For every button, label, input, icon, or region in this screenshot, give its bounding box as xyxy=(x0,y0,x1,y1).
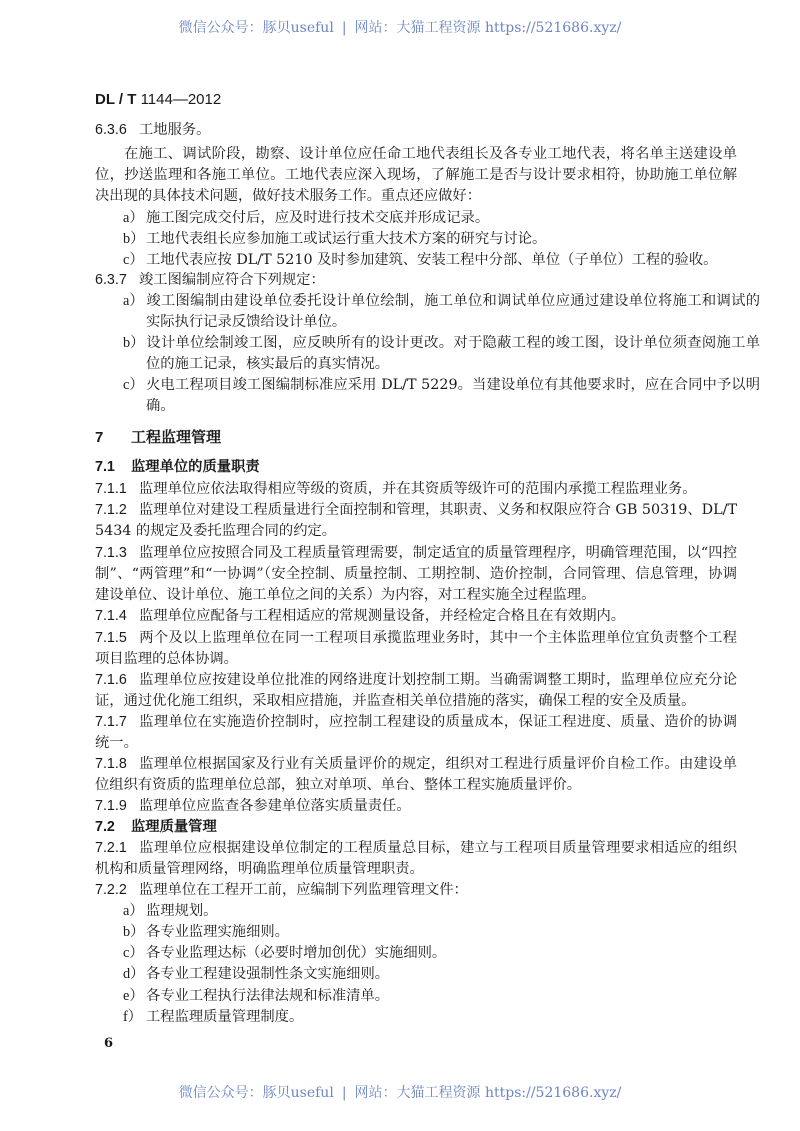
list-item xyxy=(123,250,760,271)
clause-text: 施工图完成交付后，应及时进行技术交底并形成记录。 xyxy=(146,210,490,226)
list-item-label: d） xyxy=(123,966,145,982)
watermark-bottom xyxy=(0,1082,800,1102)
list-item-label: a） xyxy=(123,903,144,919)
clause-text: 监理单位应配备与工程相适应的常规测量设备，并经检定合格且在有效期内。 xyxy=(139,608,626,624)
standard-number: 1144—2012 xyxy=(140,91,222,108)
list-item-label: a） xyxy=(123,210,144,226)
list-item xyxy=(123,1007,760,1028)
list-item xyxy=(123,333,760,375)
list-item-label: c） xyxy=(123,252,144,268)
list-item xyxy=(123,964,760,985)
clause-number: 7.1.3 xyxy=(95,545,127,561)
clause-text: 火电工程项目竣工图编制标准应采用 DL/T 5229。当建设单位有其他要求时，应在合同中予以明确。 xyxy=(146,377,760,415)
paragraph xyxy=(95,144,737,208)
clause xyxy=(95,606,737,627)
clause-text: 监理单位应按照合同及工程质量管理需要，制定适宜的质量管理程序，明确管理范围，以“四控制”、“两管理”和“一协调”（安全控制、质量控制、工期控制、造价控制，合同管理、信息管理，协调建设单位、设计单位、施工单位之间的关系）为内容，对工程实施全过程监理。 xyxy=(95,545,737,604)
clause-number: 7.1.9 xyxy=(95,798,127,814)
list-item-label: c） xyxy=(123,377,144,393)
clause-text: 监理单位在实施造价控制时，应控制工程建设的质量成本，保证工程进度、质量、造价的协调统一。 xyxy=(95,714,737,752)
list-item-label: a） xyxy=(123,293,144,309)
clause xyxy=(95,817,737,838)
clause-number: 7.1 xyxy=(95,459,115,475)
list-item xyxy=(123,291,760,333)
clause xyxy=(95,120,737,141)
list-item xyxy=(123,375,760,417)
list-item-label: b） xyxy=(123,924,145,940)
clause xyxy=(95,500,737,542)
clause xyxy=(95,838,737,880)
clause-text: 工地服务。 xyxy=(139,122,211,138)
list-item-label: e） xyxy=(123,988,144,1004)
standard-prefix: DL / T xyxy=(95,91,137,108)
list-item xyxy=(123,943,760,964)
clause-text: 监理单位应按建设单位批准的网络进度计划控制工期。当确需调整工期时，监理单位应充分论证，通过优化施工组织，采取相应措施，并监查相关单位措施的落实，确保工程的安全及质量。 xyxy=(95,672,737,710)
clause-number: 6.3.6 xyxy=(95,122,127,138)
clause-text: 监理质量管理 xyxy=(131,819,217,835)
watermark-separator: | xyxy=(341,20,347,36)
watermark-site: 网站：大猫工程资源 https://521686.xyz/ xyxy=(354,1085,622,1101)
clause-text: 监理单位应依法取得相应等级的资质，并在其资质等级许可的范围内承揽工程监理业务。 xyxy=(139,481,697,497)
clause-number: 7.1.7 xyxy=(95,714,127,730)
watermark-separator: | xyxy=(341,1085,347,1101)
clause xyxy=(95,543,737,607)
clause xyxy=(95,796,737,817)
clause-text: 监理规划。 xyxy=(146,903,218,919)
clause-text: 各专业工程执行法律法规和标准清单。 xyxy=(146,988,390,1004)
clause-number: 7.1.2 xyxy=(95,502,127,518)
clause-text: 监理单位应监查各参建单位落实质量责任。 xyxy=(139,798,411,814)
clause-number: 7.2.2 xyxy=(95,882,127,898)
page-number: 6 xyxy=(104,1036,114,1051)
document-code xyxy=(95,91,221,108)
clause-text: 设计单位绘制竣工图，应反映所有的设计更改。对于隐蔽工程的竣工图，设计单位须查阅施工单位的施工记录，核实最后的真实情况。 xyxy=(146,335,760,373)
clause-text: 各专业监理达标（必要时增加创优）实施细则。 xyxy=(146,945,447,961)
clause xyxy=(95,712,737,754)
clause-text: 工地代表组长应参加施工或试运行重大技术方案的研究与讨论。 xyxy=(146,231,547,247)
clause-number: 7 xyxy=(95,429,104,446)
clause xyxy=(95,457,737,478)
clause-number: 7.2.1 xyxy=(95,840,127,856)
clause-text: 两个及以上监理单位在同一工程项目承揽监理业务时，其中一个主体监理单位宜负责整个工程项目监理的总体协调。 xyxy=(95,630,737,668)
clause-text: 工程监理管理 xyxy=(131,428,222,446)
list-item xyxy=(123,922,760,943)
list-item xyxy=(123,986,760,1007)
clause xyxy=(95,754,737,796)
clause xyxy=(95,880,737,901)
clause xyxy=(95,479,737,500)
clause-text: 监理单位在工程开工前，应编制下列监理管理文件： xyxy=(139,882,468,898)
clause-text: 竣工图编制应符合下列规定： xyxy=(139,272,325,288)
clause-number: 7.1.8 xyxy=(95,756,127,772)
clause xyxy=(95,270,737,291)
watermark-wechat: 微信公众号：豚贝useful xyxy=(178,20,334,36)
clause-number: 7.1.1 xyxy=(95,481,127,497)
clause-text: 监理单位根据国家及行业有关质量评价的规定，组织对工程进行质量评价自检工作。由建设单位组织有资质的监理单位总部，独立对单项、单台、整体工程实施质量评价。 xyxy=(95,756,737,794)
clause xyxy=(95,628,737,670)
clause-number: 7.1.5 xyxy=(95,630,127,646)
clause xyxy=(95,427,737,448)
clause-text: 各专业工程建设强制性条文实施细则。 xyxy=(146,966,390,982)
list-item-label: b） xyxy=(123,231,145,247)
clause-text: 竣工图编制由建设单位委托设计单位绘制，施工单位和调试单位应通过建设单位将施工和调试的实际执行记录反馈给设计单位。 xyxy=(146,293,760,331)
clause-text: 各专业监理实施细则。 xyxy=(146,924,289,940)
list-item xyxy=(123,229,760,250)
clause-text: 监理单位的质量职责 xyxy=(131,459,260,475)
watermark-top xyxy=(0,17,800,37)
clause-number: 6.3.7 xyxy=(95,272,127,288)
watermark-wechat: 微信公众号：豚贝useful xyxy=(178,1085,334,1101)
clause-number: 7.1.6 xyxy=(95,672,127,688)
clause-number: 7.1.4 xyxy=(95,608,127,624)
clause-text: 工程监理质量管理制度。 xyxy=(146,1009,304,1025)
list-item-label: b） xyxy=(123,335,145,351)
clause-text: 监理单位应根据建设单位制定的工程质量总目标，建立与工程项目质量管理要求相适应的组织机构和质量管理网络，明确监理单位质量管理职责。 xyxy=(95,840,737,878)
list-item xyxy=(123,901,760,922)
clause-text: 工地代表应按 DL/T 5210 及时参加建筑、安装工程中分部、单位（子单位）工程的验收。 xyxy=(146,252,718,268)
list-item xyxy=(123,208,760,229)
list-item-label: f） xyxy=(123,1009,143,1025)
clause-text: 在施工、调试阶段，勘察、设计单位应任命工地代表组长及各专业工地代表，将名单主送建设单位，抄送监理和各施工单位。工地代表应深入现场，了解施工是否与设计要求相符，协助施工单位解决出现的具体技术问题，做好技术服务工作。重点还应做好： xyxy=(95,146,737,205)
watermark-site: 网站：大猫工程资源 https://521686.xyz/ xyxy=(354,20,622,36)
list-item-label: c） xyxy=(123,945,144,961)
clause-number: 7.2 xyxy=(95,819,115,835)
clause-text: 监理单位对建设工程质量进行全面控制和管理，其职责、义务和权限应符合 GB 50319、DL/T 5434 的规定及委托监理合同的约定。 xyxy=(95,502,737,540)
clause xyxy=(95,670,737,712)
